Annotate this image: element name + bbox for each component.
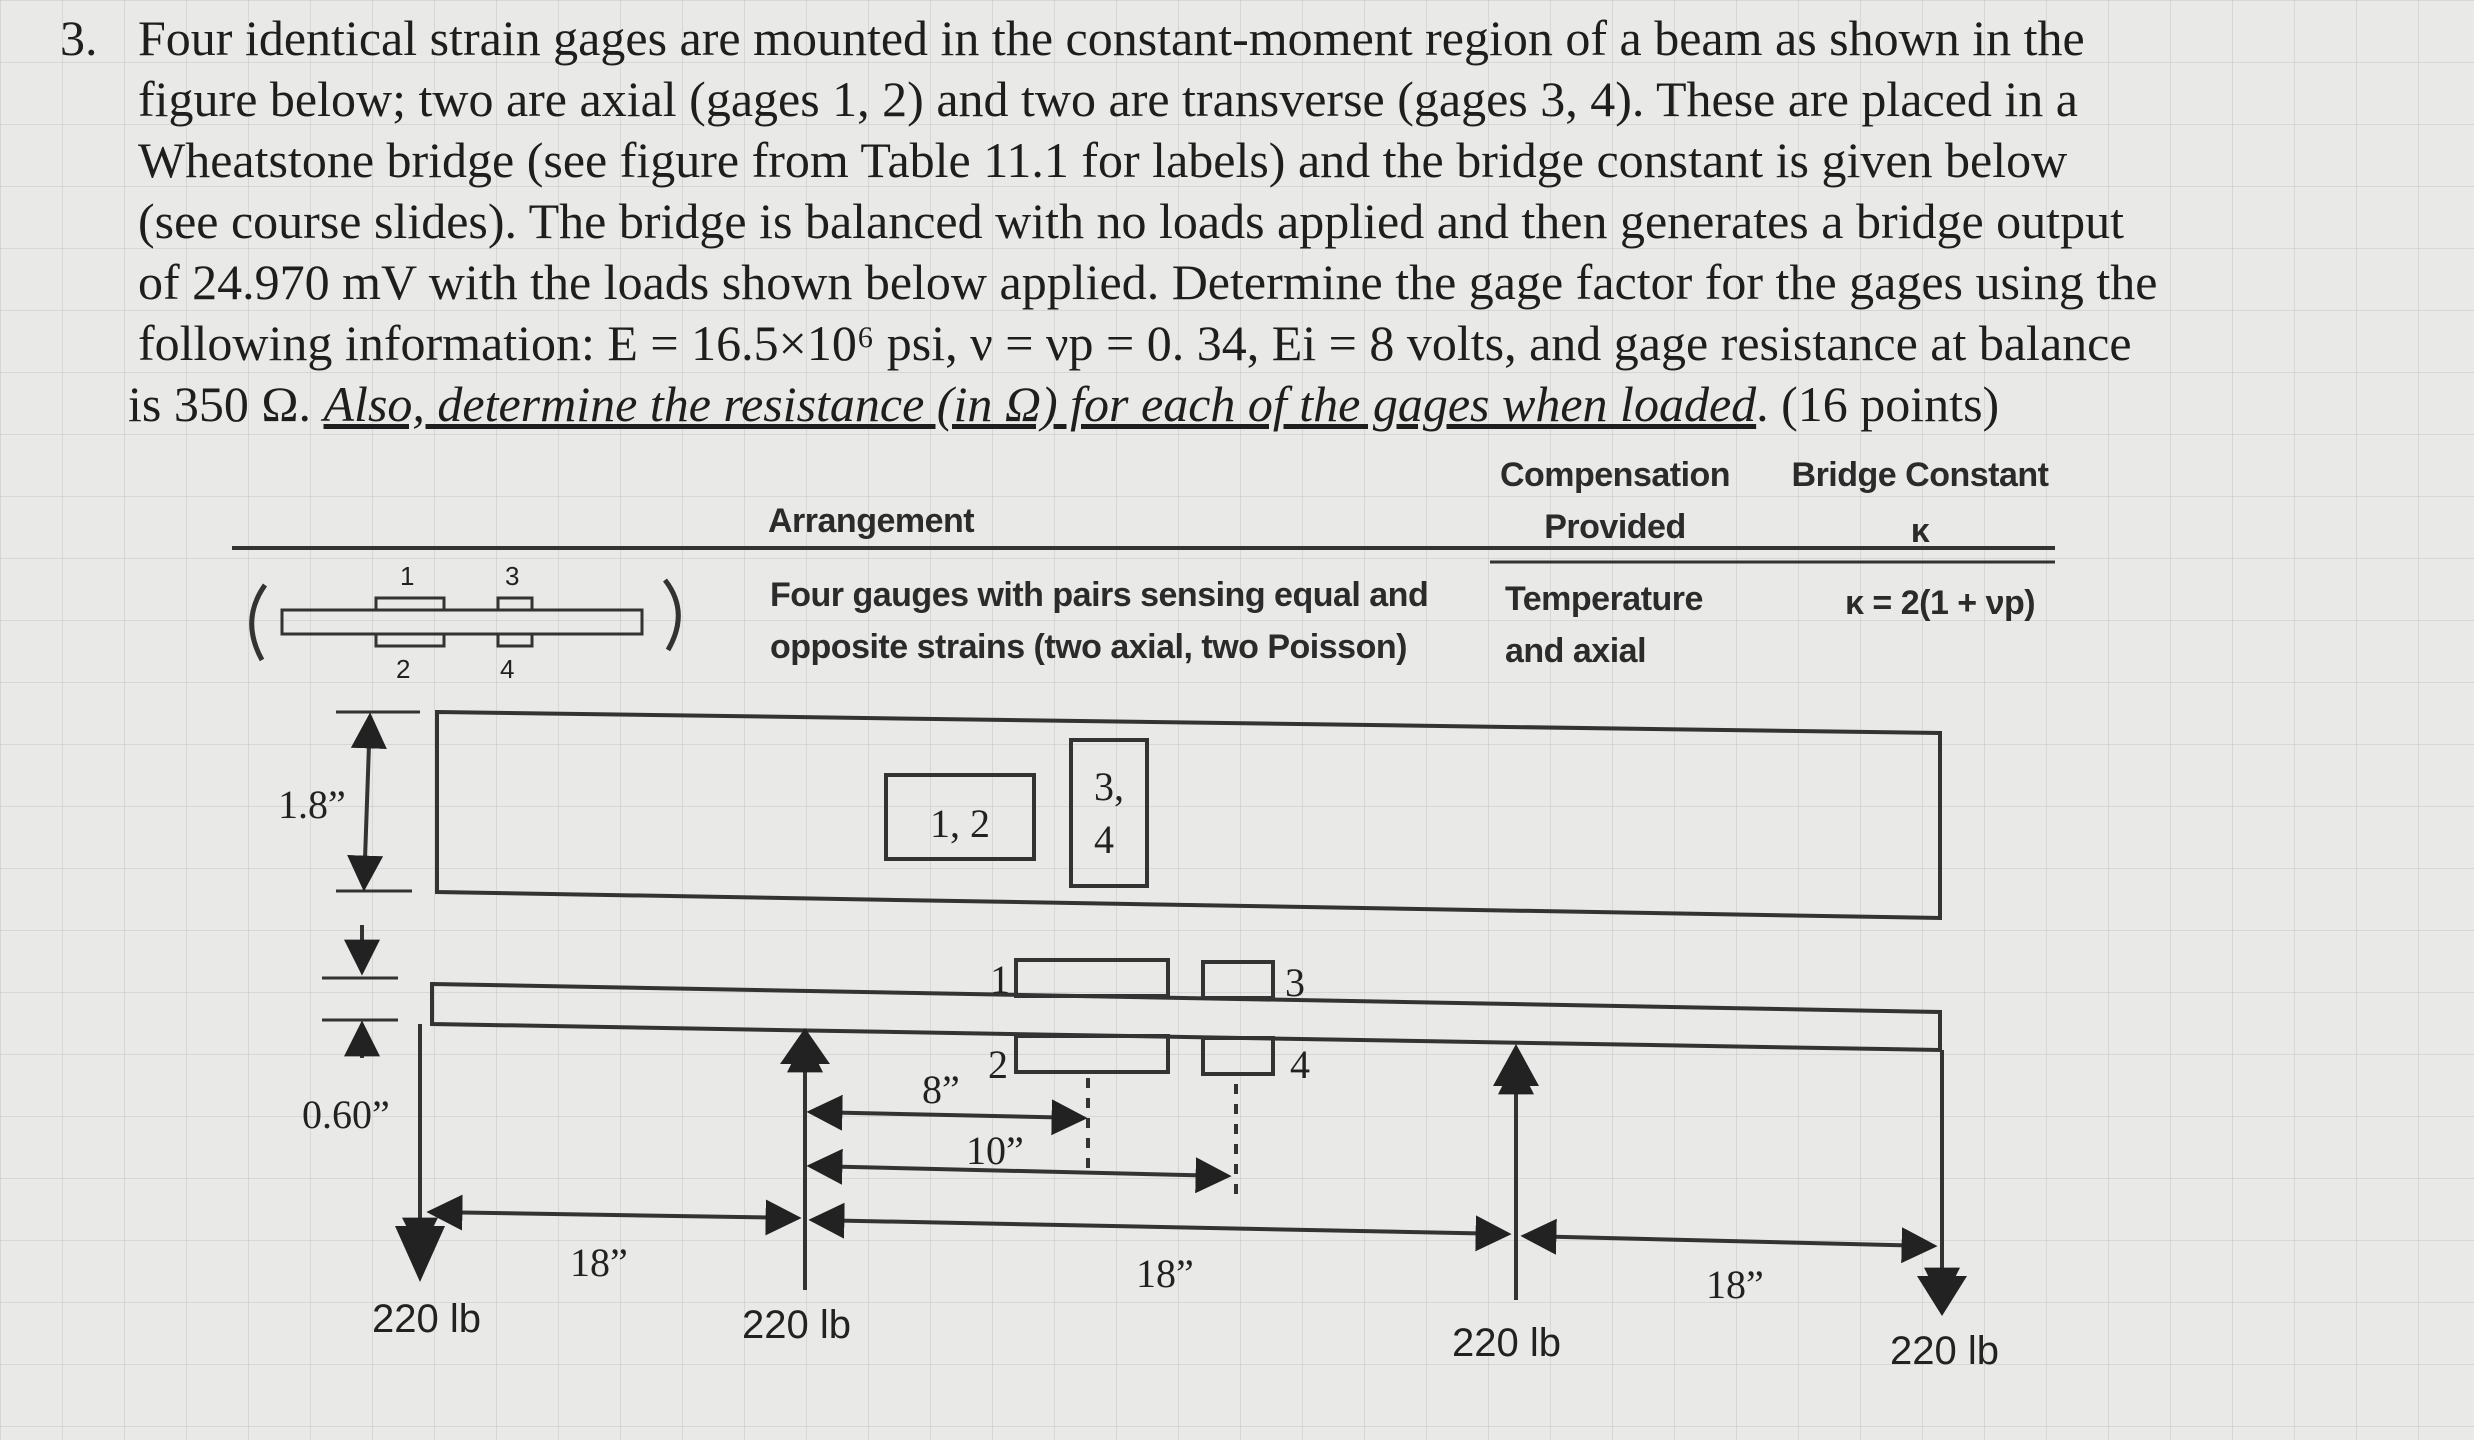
side-gauge-4-label: 4 — [1290, 1042, 1310, 1087]
span-18-left-label: 18” — [570, 1240, 628, 1285]
side-gauge-1 — [1016, 960, 1168, 996]
arrangement-line-2: opposite strains (two axial, two Poisson) — [770, 628, 1407, 666]
load-4-label: 220 lb — [1890, 1329, 1999, 1373]
icon-gauge-2-label: 2 — [396, 654, 411, 684]
compensation-line-2: and axial — [1505, 632, 1647, 670]
header-arrangement: Arrangement — [768, 502, 975, 540]
problem-line: of 24.970 mV with the loads shown below applied. Determine the gage factor for the gages using the — [138, 254, 2158, 310]
beam-top-view — [437, 712, 1940, 918]
thickness-label: 0.60” — [302, 1092, 390, 1137]
arrangement-line-1: Four gauges with pairs sensing equal and — [770, 576, 1429, 614]
side-gauge-2-label: 2 — [988, 1042, 1008, 1087]
height-dimension — [364, 716, 370, 888]
span-18-right — [1524, 1236, 1934, 1246]
underlined-instruction: Also, determine the resistance (in Ω) for each of the gages when loaded — [323, 376, 1757, 432]
header-constant-2: κ — [1910, 512, 1930, 550]
top-gauge-34-label-a: 3, — [1094, 764, 1124, 809]
icon-gauge-4-label: 4 — [500, 654, 515, 684]
side-gauge-3-label: 3 — [1285, 960, 1305, 1005]
side-gauge-3 — [1203, 962, 1273, 998]
dim-10-label: 10” — [966, 1128, 1024, 1173]
last-line-prefix: is 350 Ω. — [128, 376, 324, 432]
side-gauge-2 — [1016, 1036, 1168, 1072]
problem-line: Four identical strain gages are mounted in the constant-moment region of a beam as shown in the — [138, 10, 2085, 66]
beam-icon — [252, 561, 679, 684]
icon-gauge-3-label: 3 — [505, 561, 520, 591]
dim-8-label: 8” — [922, 1067, 960, 1112]
header-compensation-2: Provided — [1544, 508, 1686, 546]
span-18-right-label: 18” — [1706, 1262, 1764, 1307]
compensation-line-1: Temperature — [1505, 580, 1703, 618]
dimension-8 — [810, 1112, 1084, 1118]
last-line-suffix: . (16 points) — [1756, 376, 2000, 432]
problem-number: 3. — [60, 10, 98, 66]
load-1-label: 220 lb — [372, 1297, 481, 1341]
span-18-middle — [812, 1220, 1508, 1234]
side-gauge-1-label: 1 — [990, 957, 1010, 1002]
span-18-left — [430, 1212, 798, 1218]
beam-side-view — [432, 984, 1940, 1050]
problem-line: Wheatstone bridge (see figure from Table 11.1 for labels) and the bridge constant is given below — [138, 132, 2068, 188]
height-label: 1.8” — [278, 782, 346, 827]
problem-line: following information: E = 16.5×10⁶ psi, ν = νp = 0. 34, Ei = 8 volts, and gage resistance at balance — [138, 315, 2132, 371]
problem-line: (see course slides). The bridge is balanced with no loads applied and then generates a bridge output — [138, 193, 2124, 249]
load-3-label: 220 lb — [1452, 1321, 1561, 1365]
header-constant-1: Bridge Constant — [1791, 456, 2049, 494]
top-gauge-34-box — [1071, 740, 1147, 886]
top-gauge-12-label: 1, 2 — [930, 801, 990, 846]
bridge-constant-formula: κ = 2(1 + νp) — [1845, 584, 2036, 622]
icon-gauge-1-label: 1 — [400, 561, 415, 591]
header-compensation-1: Compensation — [1499, 456, 1731, 494]
load-2-label: 220 lb — [742, 1303, 851, 1347]
side-gauge-4 — [1203, 1038, 1273, 1074]
span-18-middle-label: 18” — [1136, 1251, 1194, 1296]
top-gauge-34-label-b: 4 — [1094, 817, 1114, 862]
problem-line: figure below; two are axial (gages 1, 2) and two are transverse (gages 3, 4). These are placed in a — [138, 71, 2078, 127]
